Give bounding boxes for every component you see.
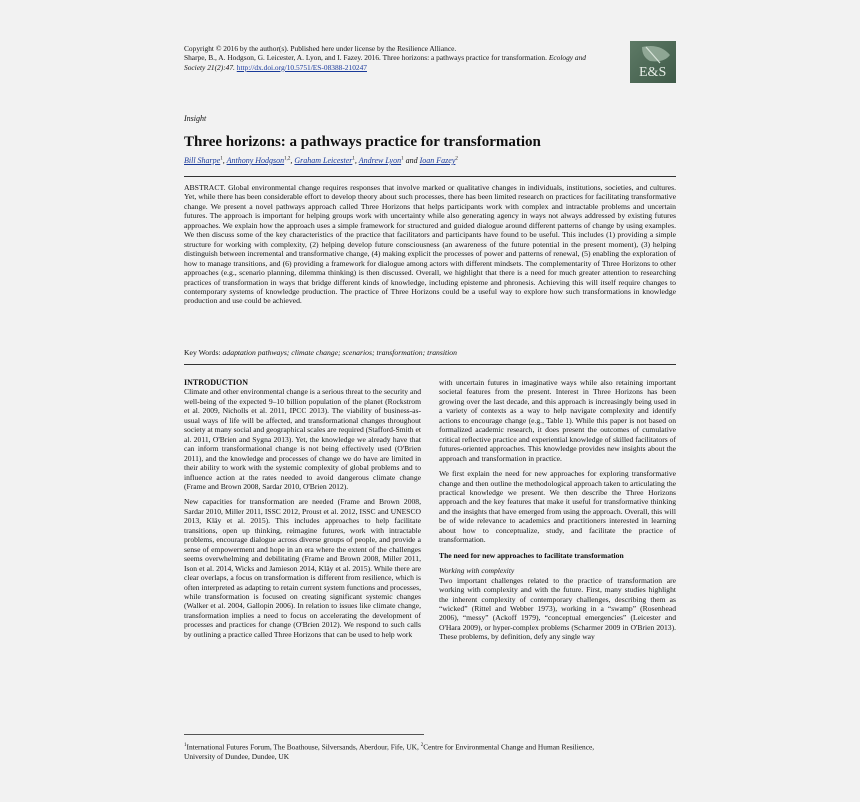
keywords-label: Key Words: [184,348,223,357]
keywords-text: adaptation pathways; climate change; scenarios; transformation; transition [222,348,457,357]
divider [184,176,676,177]
journal-volume: 21(2):47. [205,62,237,72]
paper-title: Three horizons: a pathways practice for transformation [184,134,541,150]
paragraph: Climate and other environmental change is a serious threat to the security and well-being of the expected 9–10 billion population of the planet (Rockstrom et al. 2009, Nicholls et al. 2011, IPCC 2013). The viability of business-as-usual ways of life will be affected, and transformational changes throughout society at many social and geographical scales are required (Stafford-Smith et al. 2011, O'Brien and Sygna 2013). Yet, the knowledge we already have that can inform transformational change is not being effectively used (O'Brien 2011), and the knowledge and processes of change we do have are limited in their ability to work with the systemic complexity of global problems and to influence action at the rates needed to avoid dangerous climate change (Frame and Brown 2008, Sardar 2010, O'Brien 2012). [184,387,421,491]
paragraph: New capacities for transformation are needed (Frame and Brown 2008, Sardar 2010, Miller 2011, ISSC 2012, Proust et al. 2012, ISSC and UNESCO 2013, Kläy et al. 2015). This includes approaches to help facilitate transitions, open up thinking, reimagine futures, work with intractable problems, encourage dialogue across diverse groups of people, and provide a sense of empowerment and hope in an era where the extent of the challenges seems overwhelming and debilitating (Frame and Brown 2008, Miller 2011, Ison et al. 2014, Wicks and Jamieson 2014, Kläy et al. 2015). While there are clear overlaps, a focus on transformation is different from resilience, which is often interpreted as adapting to retain current system functions and processes, while transformation is focused on creating significant systemic changes (Walker et al. 2004, Gallopin 2006). In relation to issues like climate change, transformation implies a need to focus on accelerating the development of processes and practices for change (O'Brien 2012). We respond to such calls by outlining a practice called Three Horizons that can be used to help work [184,497,421,639]
footnote-divider [184,734,424,735]
paragraph: We first explain the need for new approaches for exploring transformative change and then outline the methodological approach taken to articulating the practical knowledge we present. We then describe the Three Horizons approach and the key features that make it useful for transformative thinking and the insights that have emerged from using the approach. Overall, this will be of wide relevance to academics and practitioners interested in learning about how to conceptualize, study, and facilitate the practice of transformation. [439,469,676,545]
author-link[interactable]: Andrew Lyon [358,156,402,165]
doi-link[interactable]: http://dx.doi.org/10.5751/ES-08388-210247 [236,62,367,72]
abstract [184,183,676,306]
author-affiliation: 1 [401,156,404,162]
author-affiliation: 1,2 [284,156,291,162]
author-affiliation: 2 [455,156,458,162]
footnote-marker: 2 [420,743,424,748]
logo-text: E&S [639,65,667,80]
section-heading: INTRODUCTION [184,378,249,387]
author-link[interactable]: Graham Leicester [294,156,353,165]
author-link[interactable]: Bill Sharpe [184,156,221,165]
abstract-text: Global environmental change requires responses that involve marked or qualitative changes in individuals, institutions, societies, and cultures. Yet, while there has been considerable effort to develop theory about such processes, there has been limited research on practices for facilitating transformative change. We present a novel pathways approach called Three Horizons that helps participants work with complex and intractable problems and uncertain futures. The approach is important for helping groups work with uncertainty while also generating agency in ways not always addressed by existing futures approaches. We explain how the approach uses a simple framework for structured and guided dialogue around different patterns of change by using examples. We then discuss some of the key characteristics of the practice that facilitators and participants have found to be useful. This includes (1) providing a simple structure for working with complexity, (2) helping develop future consciousness (an awareness of the future potential in the present moment), (3) helping distinguish between incremental and transformative change, (4) making explicit the processes of power and patterns of renewal, (5) enabling the exploration of how to manage transitions, and (6) providing a framework for dialogue among actors with different mindsets. The complementarity of Three Horizons to other approaches (e.g., scenario planning, dilemma thinking) is then discussed. Overall, we highlight that there is a need for much greater attention to researching practices of transformation in ways that bridge different kinds of knowledge, including episteme and phronesis. Achieving this will itself require changes to contemporary systems of knowledge production. The practice of Three Horizons could be a useful way to explore how such transformations in knowledge production and use could be achieved. [184,183,676,306]
left-column [184,378,421,645]
copyright-line: Copyright © 2016 by the author(s). Published here under license by the Resilience Alliance. [184,44,457,53]
footnote-line [184,741,676,752]
affiliation-footnote [184,741,676,762]
footnote-marker: 1 [184,743,187,748]
author-affiliation: 1 [352,156,355,162]
footnote-text: Centre for Environmental Change and Human Resilience, [423,742,595,752]
paragraph: Two important challenges related to the practice of transformation are working with complexity and with the future. First, many studies highlight the inherent complexity of contemporary challenges, describing them as “wicked” (Rittel and Webber 1973), working in a “swamp” (Rosenhead 2006), “messy” (Ackoff 1979), “conceptual emergencies” (Leicester and O'Hara 2009), or hyper-complex problems (Scharmer 2009 in O'Brien 2013). These problems, by definition, defy any single way [439,575,676,642]
footnote-text: International Futures Forum, The Boathouse, Silversands, Aberdour, Fife, UK, [186,742,421,752]
authors-and: and [405,156,418,165]
divider [184,364,676,365]
footnote-line: University of Dundee, Dundee, UK [184,752,290,762]
author-link[interactable]: Ioan Fazey [419,156,456,165]
citation-line [184,53,604,72]
paragraph: with uncertain futures in imaginative ways while also retaining important societal features from the present. Interest in Three Horizons has been growing over the last decade, and this approach is increasingly being used in a variety of contexts as a way to help navigate complexity and identify actions to encourage change (e.g., Table 1). While this paper is not based on formalized academic research, it does present the outcomes of cumulative critical reflective practice and experiential knowledge of skilled facilitators of futures-oriented approaches. This knowledge provides new insights about the approach and transformation in practice. [439,378,676,463]
journal-logo [630,41,676,83]
author-affiliation: 1 [220,156,223,162]
citation-text: Sharpe, B., A. Hodgson, G. Leicester, A. Lyon, and I. Fazey. 2016. Three horizons: a pathways practice for transformation. [184,53,549,63]
author-list: Bill Sharpe$^1$, Anthony Hodgson$^{1,2}$, Graham Leicester$^1$, Andrew Lyon$^1$ and Ioan Fazey$^2$ [184,156,458,165]
keywords [184,348,676,357]
citation-header [184,44,604,72]
journal-name: Ecology and Society [184,53,586,72]
abstract-label: ABSTRACT. [184,183,226,192]
subsubsection-heading: Working with complexity [439,566,515,576]
subsection-heading: The need for new approaches to facilitate transformation [439,550,624,560]
right-column [439,378,676,648]
author-link[interactable]: Anthony Hodgson [226,156,285,165]
section-label: Insight [184,114,207,123]
